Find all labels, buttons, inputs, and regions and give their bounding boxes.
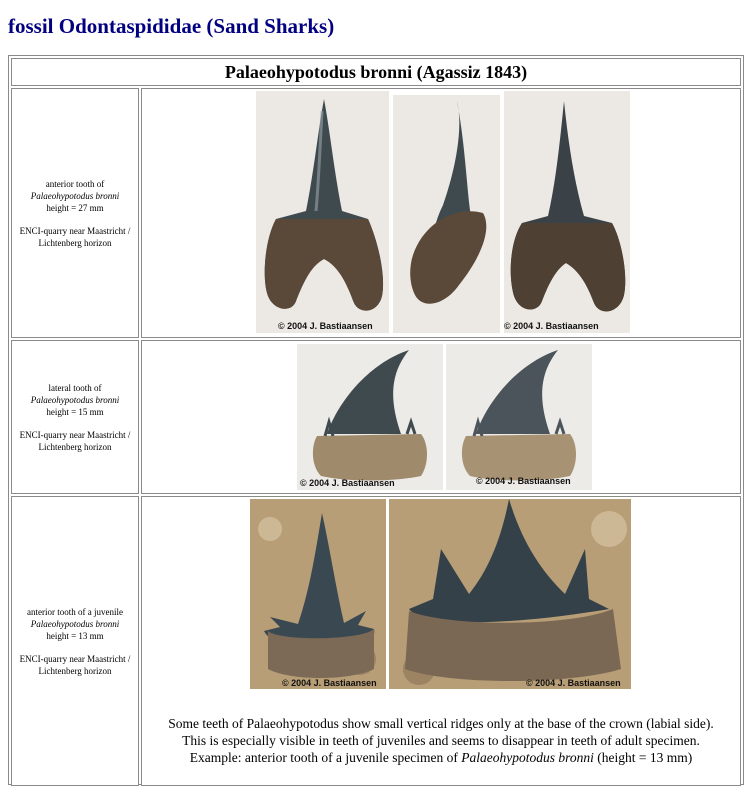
tooth-photo-front[interactable] xyxy=(256,91,389,333)
tooth-photo-profile[interactable] xyxy=(393,95,500,333)
photo-copyright: © 2004 J. Bastiaansen xyxy=(282,678,377,688)
tooth-photo-back[interactable] xyxy=(504,91,630,333)
caption-size: height = 27 mm xyxy=(46,202,104,213)
ridges-note-line-1: Some teeth of Palaeohypotodus show small vertical ridges only at the base of the crown (labial side). xyxy=(168,716,714,731)
note-species: Palaeohypotodus bronni xyxy=(461,750,594,765)
photo-copyright: © 2004 J. Bastiaansen xyxy=(476,476,571,486)
caption-line: anterior tooth of a juvenile xyxy=(27,606,123,617)
photo-copyright: © 2004 J. Bastiaansen xyxy=(526,678,621,688)
page-heading: fossil Odontaspididae (Sand Sharks) xyxy=(8,14,335,38)
ridges-note-line-3 xyxy=(142,749,740,766)
species-table xyxy=(8,55,744,785)
note-suffix: (height = 13 mm) xyxy=(597,750,693,765)
caption-line: lateral tooth of xyxy=(48,382,102,393)
photo-copyright: © 2004 J. Bastiaansen xyxy=(300,478,395,488)
photo-copyright: © 2004 J. Bastiaansen xyxy=(504,321,599,331)
row-3-photos xyxy=(141,496,741,786)
caption-species: Palaeohypotodus bronni xyxy=(30,618,120,629)
caption-locality: ENCI-quarry near Maastricht / xyxy=(19,653,131,664)
caption-locality-2: Lichtenberg horizon xyxy=(38,665,112,676)
juvenile-tooth-detail-photo[interactable] xyxy=(389,499,631,689)
ridges-note-line-2: This is especially visible in teeth of juveniles and seems to disappear in teeth of adult specimen. xyxy=(182,733,700,748)
photo-copyright: © 2004 J. Bastiaansen xyxy=(278,321,373,331)
caption-locality-2: Lichtenberg horizon xyxy=(38,237,112,248)
caption-size: height = 15 mm xyxy=(46,406,104,417)
tooth-photo-lateral-2[interactable] xyxy=(446,344,592,490)
tooth-photo-lateral-1[interactable] xyxy=(297,344,443,490)
row-2-caption xyxy=(11,340,139,494)
caption-size: height = 13 mm xyxy=(46,630,104,641)
row-1-caption xyxy=(11,88,139,338)
caption-species: Palaeohypotodus bronni xyxy=(30,190,120,201)
caption-locality: ENCI-quarry near Maastricht / xyxy=(19,225,131,236)
caption-locality: ENCI-quarry near Maastricht / xyxy=(19,429,131,440)
caption-locality-2: Lichtenberg horizon xyxy=(38,441,112,452)
row-3-caption xyxy=(11,496,139,786)
caption-species: Palaeohypotodus bronni xyxy=(30,394,120,405)
row-2-photos xyxy=(141,340,741,494)
species-title: Palaeohypotodus bronni (Agassiz 1843) xyxy=(11,58,741,86)
caption-line: anterior tooth of xyxy=(45,178,105,189)
note-prefix: Example: anterior tooth of a juvenile specimen of xyxy=(189,750,458,765)
row-1-photos xyxy=(141,88,741,338)
juvenile-tooth-photo[interactable] xyxy=(250,499,386,689)
